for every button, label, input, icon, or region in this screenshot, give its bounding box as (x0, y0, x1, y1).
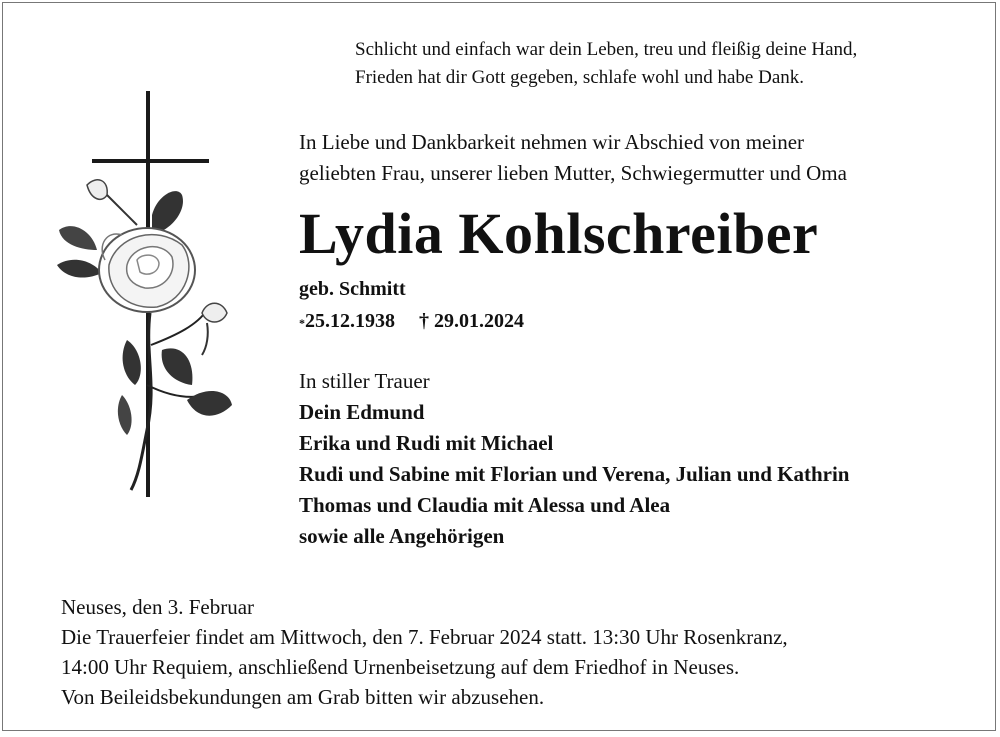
mourner-line: Erika und Rudi mit Michael (299, 431, 554, 455)
deceased-name: Lydia Kohlschreiber (299, 201, 819, 266)
mourner-line: Thomas und Claudia mit Alessa und Alea (299, 493, 671, 517)
cross-with-rose-icon (47, 85, 247, 505)
verse-line: Frieden hat dir Gott gegeben, schlafe wohl und habe Dank. (355, 67, 805, 88)
intro-line: geliebten Frau, unserer lieben Mutter, Schwiegermutter und Oma (299, 161, 847, 185)
birth-symbol: * (299, 316, 305, 330)
intro-line: In Liebe und Dankbarkeit nehmen wir Abschied von meiner (299, 130, 805, 154)
ceremony-line: 14:00 Uhr Requiem, anschließend Urnenbeisetzung auf dem Friedhof in Neuses. (61, 655, 740, 679)
birth-date: 25.12.1938 (305, 310, 395, 332)
mourner-line: Dein Edmund (299, 400, 425, 424)
verse (355, 36, 857, 92)
death-date: 29.01.2024 (434, 310, 524, 332)
life-dates (299, 306, 524, 336)
verse-line: Schlicht und einfach war dein Leben, treu und fleißig deine Hand, (355, 39, 858, 60)
place-date: Neuses, den 3. Februar (61, 595, 255, 619)
obituary-notice (2, 2, 996, 731)
mourners-heading: In stiller Trauer (299, 369, 430, 393)
maiden-name: geb. Schmitt (299, 278, 406, 300)
intro-text (299, 127, 847, 189)
condolence-note: Von Beileidsbekundungen am Grab bitten wir abzusehen. (61, 685, 545, 709)
death-symbol: † (419, 310, 429, 332)
ceremony-line: Die Trauerfeier findet am Mittwoch, den 7. Februar 2024 statt. 13:30 Uhr Rosenkranz, (61, 625, 788, 649)
mourner-line: sowie alle Angehörigen (299, 524, 505, 548)
mourner-line: Rudi und Sabine mit Florian und Verena, Julian und Kathrin (299, 462, 850, 486)
mourners (299, 366, 849, 552)
funeral-details (61, 592, 788, 712)
